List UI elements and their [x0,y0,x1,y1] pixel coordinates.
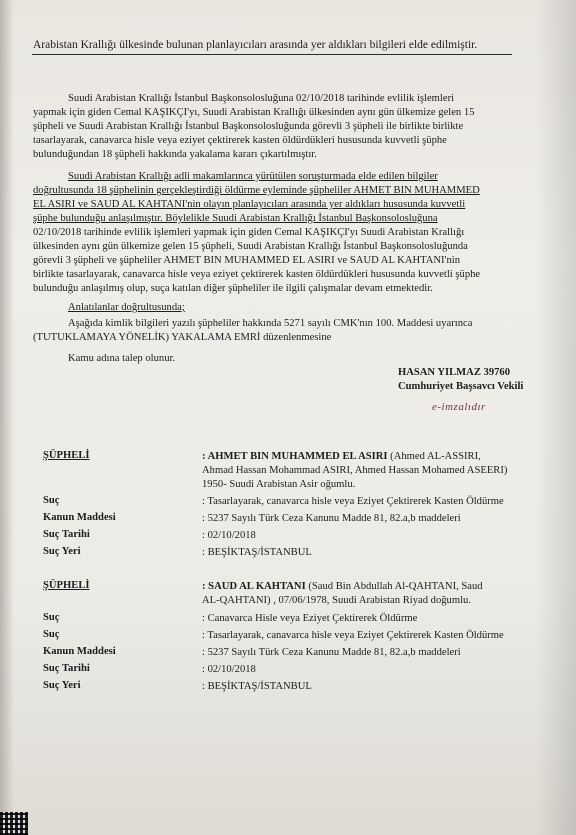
para1-line-2: yapmak için giden Cemal KAŞIKÇI'yı, Suudi Arabistan Krallığı ülkesinden aynı gün ülkemize gelen 15 [33,107,475,118]
para1-line-1: Suudi Arabistan Krallığı İstanbul Başkonsolosluğuna 02/10/2018 tarihinde evlilik işlemleri [68,93,455,104]
signatory-name: HASAN YILMAZ 39760 [398,367,511,378]
para1-line-3: şüpheli ve Suudi Arabistan Krallığı İstanbul Başkonsolosluğunda görevli 3 şüpheli ile birlikte birlikte [33,121,464,132]
suspect-1-field-value: : 02/10/2018 [202,530,256,541]
para2-line-6: ülkesinden aynı gün ülkemize gelen 15 şüpheli, Suudi Arabistan Krallığı İstanbul Başkonsolosluğunda [33,241,468,252]
suspect-2-aliases: AL-QAHTANI) , 07/06/1978, Suudi Arabistan Riyad doğumlu. [202,595,471,606]
para2-line-3: EL ASIRI ve SAUD AL KAHTANI'nin olayın planlayıcıları arasında yer aldıkları hususunda kuvvetli [33,199,466,210]
para2-line-4: şüphe bulunduğu anlaşılmıştır. Böylelikle Suudi Arabistan Krallığı İstanbul Başkonsolosluğuna [33,213,438,224]
suspect-1-field-label: Suç [43,495,60,506]
suspect-2-field-value: : BEŞİKTAŞ/İSTANBUL [202,681,312,692]
e-signature-mark: e-imzalıdır [432,401,486,413]
suspect-1-field-value: : Tasarlayarak, canavarca hisle veya Eziyet Çektirerek Kasten Öldürme [202,496,504,507]
suspect-2-name: : SAUD AL KAHTANI (Saud Bin Abdullah Al-QAHTANI, Saud [202,581,483,592]
suspect-1-field-label: Suç Tarihi [43,529,90,540]
suspect-2-field-value: : Canavarca Hisle veya Eziyet Çektirerek Öldürme [202,613,418,624]
suspect-1-field-label: Suç Yeri [43,546,81,557]
suspect-2-field-label: Suç [43,629,60,640]
para2-line-1: Suudi Arabistan Krallığı adli makamlarınca yürütülen soruşturmada elde edilen bilgiler [68,171,438,182]
suspect-1-field-label: Kanun Maddesi [43,512,116,523]
para3-line-2: (TUTUKLAMAYA YÖNELİK) YAKALAMA EMRİ düzenlenmesine [33,332,332,343]
signatory-title: Cumhuriyet Başsavcı Vekili [398,381,524,392]
request-line: Kamu adına talep olunur. [68,353,176,364]
suspect-2-field-value: : 02/10/2018 [202,664,256,675]
suspect-2-field-label: Suç Tarihi [43,663,90,674]
para2-line-9: bulunduğu anlaşılmış olup, suça katılan diğer şüpheliler ile ilgili çalışmalar devam etmektedir. [33,283,433,294]
suspect-2-field-value: : 5237 Sayılı Türk Ceza Kanunu Madde 81, 82.a,b maddeleri [202,647,461,658]
suspect-2-label: ŞÜPHELİ [43,580,90,591]
suspect-2-field-label: Suç Yeri [43,680,81,691]
suspect-1-name: : AHMET BIN MUHAMMED EL ASIRI (Ahmed AL-ASSIRI, [202,451,481,462]
suspect-2-field-label: Suç [43,612,60,623]
suspect-1-birth: 1950- Suudi Arabistan Asir oğumlu. [202,479,356,490]
document-heading: Arabistan Krallığı ülkesinde bulunan planlayıcıları arasında yer aldıkları bilgileri elde edilmiştir. [33,39,478,51]
suspect-1-label: ŞÜPHELİ [43,450,90,461]
page-fold-shadow [0,0,14,835]
suspect-1-aliases: Ahmad Hassan Mohammad ASIRI, Ahmed Hassan Mohamed ASEERI) [202,465,508,476]
para2-line-8: birlikte tasarlayarak, canavarca hisle veya eziyet çektirerek kasten öldürdükleri hususunda kuvvetli şüphe [33,269,481,280]
qr-code-corner [0,812,28,835]
para2-line-2: doğrultusunda 18 şüphelinin gerçekleştirdiği öldürme eyleminde şüpheliler AHMET BIN MUHAMMED [33,185,480,196]
suspect-1-field-value: : 5237 Sayılı Türk Ceza Kanunu Madde 81, 82.a,b maddeleri [202,513,461,524]
heading-rule [32,54,512,55]
para2-line-5: 02/10/2018 tarihinde evlilik işlemleri yapmak için giden Cemal KAŞIKÇI'yı Suudi Arabistan Krallığı [33,227,465,238]
suspect-2-field-label: Kanun Maddesi [43,646,116,657]
anlatilanlar-line: Anlatılanlar doğrultusunda; [68,302,185,313]
suspect-1-field-value: : BEŞİKTAŞ/İSTANBUL [202,547,312,558]
suspect-2-field-value: : Tasarlayarak, canavarca hisle veya Eziyet Çektirerek Kasten Öldürme [202,630,504,641]
para3-line-1: Aşağıda kimlik bilgileri yazılı şüpheliler hakkında 5271 sayılı CMK'nın 100. Maddesi uyarınca [68,318,473,329]
para1-line-5: bulunduğundan 18 şüpheli hakkında yakalama kararı çıkartılmıştır. [33,149,317,160]
page-edge-shadow [536,0,576,835]
para2-line-7: görevli 3 şüpheli ve şüpheliler AHMET BIN MUHAMMED EL ASIRI ve SAUD AL KAHTANI'nin [33,255,461,266]
para1-line-4: tasarlayarak, canavarca hisle veya eziyet çektirerek kasten öldürdükleri hususunda kuvvetli şüphe [33,135,447,146]
